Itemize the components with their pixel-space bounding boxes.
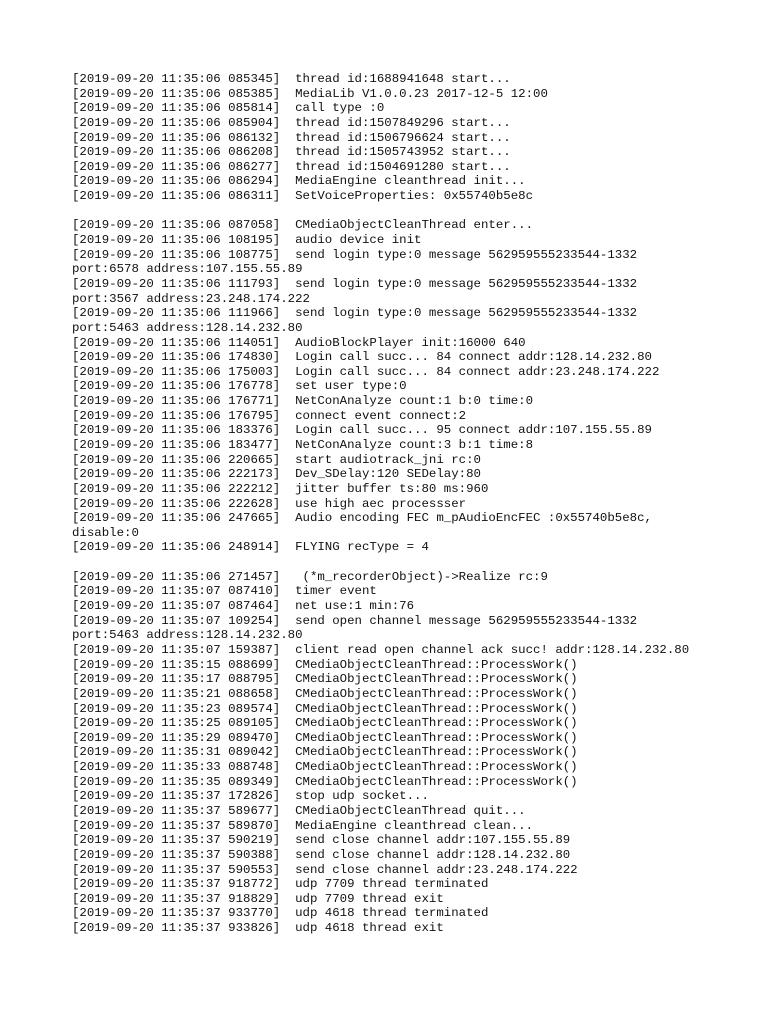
log-line: [2019-09-20 11:35:06 222173] Dev_SDelay:120 SEDelay:80 — [72, 467, 481, 482]
log-line: [2019-09-20 11:35:06 108195] audio device init — [72, 233, 422, 248]
log-line: port:6578 address:107.155.55.89 — [72, 262, 303, 277]
log-line: [2019-09-20 11:35:15 088699] CMediaObjectCleanThread::ProcessWork() — [72, 657, 578, 672]
log-line: [2019-09-20 11:35:07 159387] client read open channel ack succ! addr:128.14.232.80 — [72, 642, 690, 657]
log-line: [2019-09-20 11:35:06 087058] CMediaObjectCleanThread enter... — [72, 218, 534, 233]
block-separator — [72, 204, 712, 219]
log-line: [2019-09-20 11:35:21 088658] CMediaObjectCleanThread::ProcessWork() — [72, 686, 578, 701]
log-line: [2019-09-20 11:35:37 590219] send close channel addr:107.155.55.89 — [72, 833, 571, 848]
block-separator — [72, 555, 712, 570]
log-line: [2019-09-20 11:35:31 089042] CMediaObjectCleanThread::ProcessWork() — [72, 745, 578, 760]
log-line: [2019-09-20 11:35:06 111966] send login type:0 message 562959555233544-1332 — [72, 306, 638, 321]
log-line: port:5463 address:128.14.232.80 — [72, 320, 303, 335]
log-line: [2019-09-20 11:35:06 176795] connect event connect:2 — [72, 408, 467, 423]
log-line: [2019-09-20 11:35:06 085385] MediaLib V1.0.0.23 2017-12-5 12:00 — [72, 86, 548, 101]
log-line: [2019-09-20 11:35:06 176778] set user type:0 — [72, 379, 407, 394]
log-line: [2019-09-20 11:35:06 271457] (*m_recorderObject)->Realize rc:9 — [72, 569, 548, 584]
log-line: [2019-09-20 11:35:37 589677] CMediaObjectCleanThread quit... — [72, 804, 526, 818]
log-line: [2019-09-20 11:35:06 114051] AudioBlockPlayer init:16000 640 — [72, 335, 526, 350]
log-line: [2019-09-20 11:35:37 933826] udp 4618 thread exit — [72, 921, 444, 936]
log-line: [2019-09-20 11:35:37 918829] udp 7709 thread exit — [72, 891, 444, 906]
log-line: [2019-09-20 11:35:06 175003] Login call succ... 84 connect addr:23.248.174.222 — [72, 364, 660, 379]
log-line: [2019-09-20 11:35:25 089105] CMediaObjectCleanThread::ProcessWork() — [72, 716, 578, 731]
log-block-startup — [72, 72, 712, 204]
log-block-login — [72, 218, 712, 555]
log-line: [2019-09-20 11:35:06 108775] send login type:0 message 562959555233544-1332 — [72, 247, 638, 262]
log-line: [2019-09-20 11:35:06 086132] thread id:1506796624 start... — [72, 130, 511, 145]
log-line: [2019-09-20 11:35:37 933770] udp 4618 thread terminated — [72, 906, 489, 921]
log-line: [2019-09-20 11:35:37 590388] send close channel addr:128.14.232.80 — [72, 847, 571, 862]
log-line: [2019-09-20 11:35:06 248914] FLYING recType = 4 — [72, 540, 429, 555]
log-line: [2019-09-20 11:35:06 086208] thread id:1505743952 start... — [72, 145, 511, 160]
log-line: [2019-09-20 11:35:06 085814] call type :0 — [72, 101, 385, 116]
log-line: [2019-09-20 11:35:17 088795] CMediaObjectCleanThread::ProcessWork() — [72, 672, 578, 687]
log-line: [2019-09-20 11:35:06 174830] Login call succ... 84 connect addr:128.14.232.80 — [72, 350, 652, 365]
log-line: [2019-09-20 11:35:06 183376] Login call succ... 95 connect addr:107.155.55.89 — [72, 423, 652, 438]
log-line: [2019-09-20 11:35:29 089470] CMediaObjectCleanThread::ProcessWork() — [72, 730, 578, 745]
log-line: [2019-09-20 11:35:37 590553] send close channel addr:23.248.174.222 — [72, 862, 578, 877]
log-line: [2019-09-20 11:35:06 247665] Audio encoding FEC m_pAudioEncFEC :0x55740b5e8c, — [72, 511, 652, 526]
log-document — [72, 72, 712, 936]
log-block-session — [72, 570, 712, 936]
log-line: [2019-09-20 11:35:23 089574] CMediaObjectCleanThread::ProcessWork() — [72, 701, 578, 716]
log-line: [2019-09-20 11:35:06 085345] thread id:1688941648 start... — [72, 72, 511, 86]
log-line: [2019-09-20 11:35:06 183477] NetConAnalyze count:3 b:1 time:8 — [72, 438, 534, 452]
log-line: [2019-09-20 11:35:06 176771] NetConAnalyze count:1 b:0 time:0 — [72, 394, 534, 409]
log-line: [2019-09-20 11:35:37 172826] stop udp socket... — [72, 789, 429, 804]
log-line: port:3567 address:23.248.174.222 — [72, 291, 310, 306]
log-line: port:5463 address:128.14.232.80 — [72, 628, 303, 643]
log-line: [2019-09-20 11:35:37 918772] udp 7709 thread terminated — [72, 877, 489, 892]
log-line: [2019-09-20 11:35:06 220665] start audiotrack_jni rc:0 — [72, 452, 481, 467]
log-line: [2019-09-20 11:35:06 086277] thread id:1504691280 start... — [72, 159, 511, 174]
log-line: disable:0 — [72, 525, 139, 540]
log-line: [2019-09-20 11:35:37 589870] MediaEngine cleanthread clean... — [72, 818, 534, 833]
log-line: [2019-09-20 11:35:06 111793] send login type:0 message 562959555233544-1332 — [72, 276, 638, 291]
log-line: [2019-09-20 11:35:35 089349] CMediaObjectCleanThread::ProcessWork() — [72, 774, 578, 789]
log-line: [2019-09-20 11:35:06 222628] use high aec processser — [72, 496, 467, 511]
log-line: [2019-09-20 11:35:07 087410] timer event — [72, 584, 377, 599]
log-line: [2019-09-20 11:35:07 087464] net use:1 min:76 — [72, 599, 415, 614]
log-line: [2019-09-20 11:35:07 109254] send open channel message 562959555233544-1332 — [72, 613, 638, 628]
log-line: [2019-09-20 11:35:06 222212] jitter buffer ts:80 ms:960 — [72, 481, 489, 496]
log-line: [2019-09-20 11:35:06 086294] MediaEngine cleanthread init... — [72, 174, 526, 189]
log-line: [2019-09-20 11:35:06 086311] SetVoiceProperties: 0x55740b5e8c — [72, 189, 534, 204]
log-line: [2019-09-20 11:35:06 085904] thread id:1507849296 start... — [72, 115, 511, 130]
log-line: [2019-09-20 11:35:33 088748] CMediaObjectCleanThread::ProcessWork() — [72, 760, 578, 775]
